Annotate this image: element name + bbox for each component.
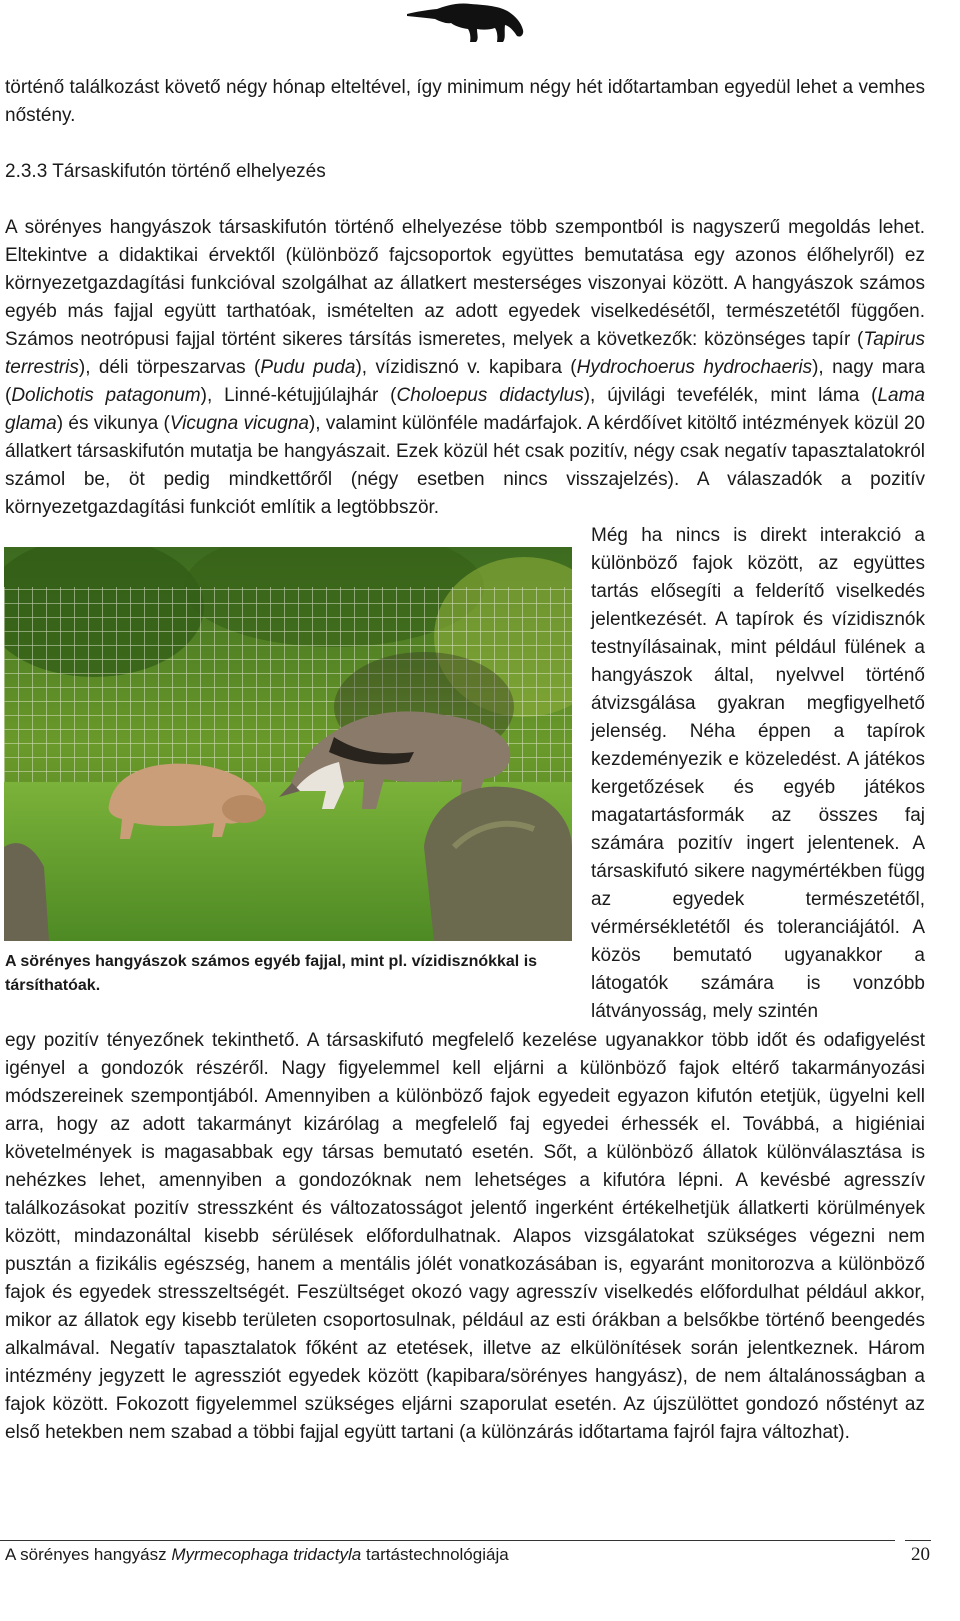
species-name: Vicugna vicugna bbox=[169, 413, 309, 434]
paragraph-companions bbox=[5, 214, 925, 522]
footer-species-name: Myrmecophaga tridactyla bbox=[171, 1545, 362, 1564]
species-name: Pudu puda bbox=[260, 357, 356, 378]
text-run: ), vízidisznó v. kapibara ( bbox=[355, 357, 577, 378]
footer-title bbox=[5, 1544, 509, 1566]
paragraph-management bbox=[5, 1027, 925, 1447]
footer-title-suffix: tartástechnológiája bbox=[361, 1545, 509, 1564]
footer-divider bbox=[905, 1540, 931, 1541]
photo-caption: A sörényes hangyászok számos egyéb fajjal, mint pl. vízidisznókkal is társíthatóak. bbox=[5, 953, 538, 994]
text-run: A sörényes hangyászok társaskifutón történő elhelyezése több szempontból is nagyszerű megoldás lehet. Eltekintve a didaktikai érvektől (különböző fajcsoportok együttes bemutatása egy azonos élőhelyről) ez környezetgazdagítási funkcióval szolgálhat az állatkert mesterséges viszonyai között. A hangyászok számos egyéb más fajjal együtt tarthatóak, ismételten az adott egyedek viselkedésétől, természetétől függően. Számos neotrópusi fajjal történt sikeres társítás ismeretes, melyek a következők: közönséges tapír ( bbox=[5, 217, 925, 350]
footer-divider bbox=[0, 1540, 895, 1541]
text-run: ) és vikunya ( bbox=[56, 413, 170, 434]
paragraph-companions-text bbox=[5, 214, 925, 522]
species-name: Tapirus terrestris bbox=[5, 329, 925, 378]
footer-title-prefix: A sörényes hangyász bbox=[5, 1545, 172, 1564]
species-name: Hydrochoerus hydrochaeris bbox=[576, 357, 813, 378]
anteater-logo-icon bbox=[405, 0, 525, 46]
text-run: ), valamint különféle madárfajok. A kérdőívet kitöltő intézmények közül 20 állatkert társaskifutón mutatja be hangyászait. Ezek közül hét csak pozitív, négy csak negatív tapasztalatokról számol be, öt pedig mindkettőről (négy esetben nincs visszajelzés). A válaszadók a pozitív környezetgazdagítási funkciót említik a legtöbbször. bbox=[5, 413, 925, 518]
species-name: Lama glama bbox=[5, 385, 925, 434]
section-heading: 2.3.3 Társaskifutón történő elhelyezés bbox=[5, 161, 326, 182]
intro-paragraph bbox=[5, 74, 925, 130]
text-run: ), újvilági tevefélék, mint láma ( bbox=[583, 385, 878, 406]
paragraph-interaction-text: Még ha nincs is direkt interakció a különböző fajok között, az együttes tartás elősegíti a felderítő viselkedés jelentkezését. A tapírok és vízidisznók testnyílásainak, mint például fülének a hangyászok által, nyelvvel történő átvizsgálása gyakran megfigyelhető jelenség. Néha éppen a tapírok kezdeményezik e közeledést. A játékos kergetőzések és egyéb játékos magatartásformák az összes faj számára pozitív ingert jelentenek. A társaskifutó sikere nagymértékben függ az egyedek természetétől, vérmérsékletétől és toleranciájától. A közös bemutató ugyanakkor a látogatók számára is vonzóbb látványosság, mely szintén bbox=[591, 525, 925, 1022]
paragraph-interaction bbox=[591, 522, 925, 1026]
paragraph-management-text: egy pozitív tényezőnek tekinthető. A társaskifutó megfelelő kezelése ugyanakkor több időt és odafigyelést igényel a gondozók részéről. Nagy figyelemmel kell eljárni a különböző fajok eltérő takarmányozási módszereinek szempontjából. Amennyiben a különböző fajok egyedeit egyazon kifutón etetjük, ügyelni kell arra, hogy az adott takarmányt kizárólag a megfelelő faj egyedei érhessék el. Továbbá, a higiéniai követelmények is magasabbak egy társas bemutató esetén. Sőt, a különböző állatok különválasztása is nehézkes lehet, amennyiben a gondozóknak nem lehetséges a kifutóra lépni. A kevésbé agresszív találkozásokat pozitív stresszként és változatosságot jelentő ingerként értékelhetjük állatkerti körülmények között, mindazonáltal kisebb sérülések előfordulhatnak. Alapos vizsgálatokat szükséges végezni nem pusztán a fizikális egészség, hanem a mentális jólét vonatkozásában is, egyaránt monitorozva a különböző fajok és egyedek stresszeltségét. Feszültséget okozó vagy agresszív viselkedés előfordulhat például akkor, mikor az állatok egy kisebb területen csoportosulnak, például az esti órákban a belsőkbe történő beengedés alkalmával. Negatív tapasztalatok főként az etetések, illetve az elkülönítések során jelentkeznek. Három intézmény jegyzett le agressziót egyedek között (kapibara/sörényes hangyász), de nem általánosságban a fajok között. Fokozott figyelemmel szükséges eljárni szaporulat esetén. Az újszülöttet gondozó nőstényt az első hetekben nem szabad a többi fajjal együtt tartani (a különzárás időtartama fajról fajra változhat). bbox=[5, 1030, 925, 1443]
intro-text: történő találkozást követő négy hónap elteltével, így minimum négy hét időtartamban egyedül lehet a vemhes nőstény. bbox=[5, 77, 925, 126]
species-name: Dolichotis patagonum bbox=[11, 385, 201, 406]
species-name: Choloepus didactylus bbox=[396, 385, 584, 406]
capybara-anteater-photo bbox=[4, 547, 572, 941]
page-number: 20 bbox=[911, 1544, 930, 1565]
text-run: ), déli törpeszarvas ( bbox=[78, 357, 261, 378]
text-run: ), nagy mara ( bbox=[5, 357, 925, 406]
text-run: ), Linné-kétujjúlajhár ( bbox=[200, 385, 397, 406]
